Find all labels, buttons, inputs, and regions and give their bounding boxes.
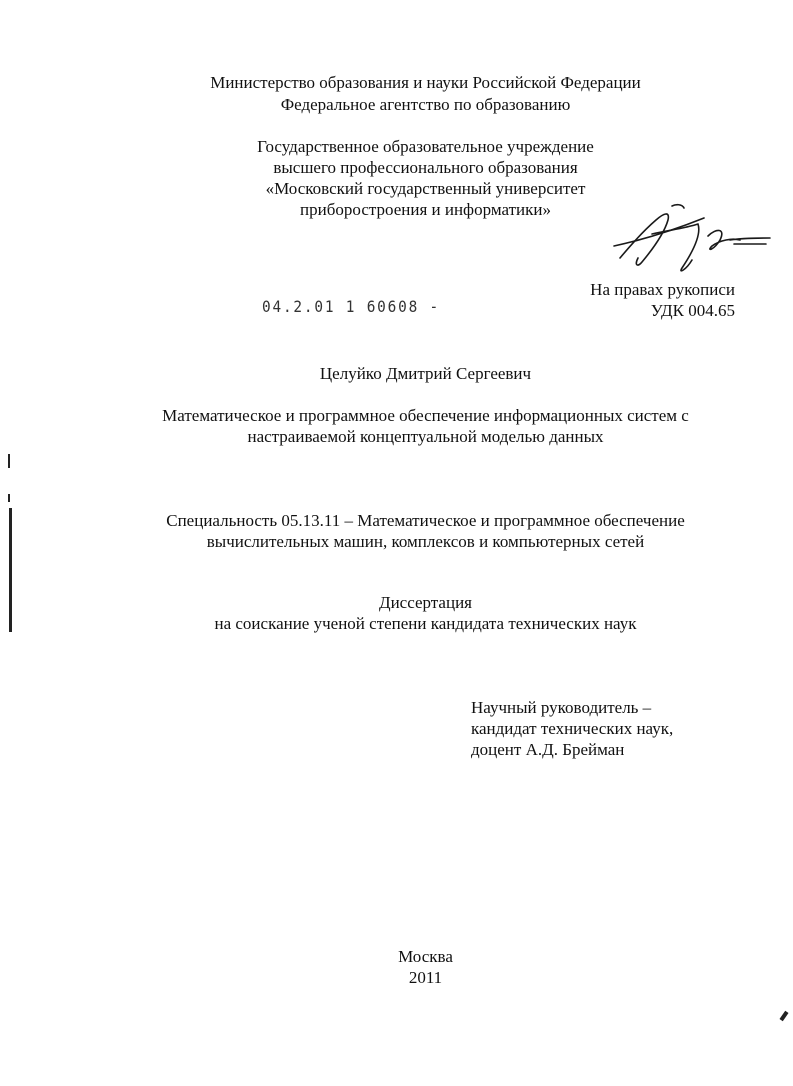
supervisor-line-2: кандидат технических наук, <box>471 719 674 738</box>
specialty-line-2: вычислительных машин, комплексов и компьютерных сетей <box>206 532 645 551</box>
manuscript-rights: На правах рукописи <box>590 280 735 299</box>
institution-line-4: приборостроения и информатики» <box>300 200 551 219</box>
registration-stamp: 04.2.01 1 60608 - <box>262 297 440 316</box>
scan-artifact-1 <box>8 454 10 468</box>
scan-binding-edge <box>9 508 12 632</box>
author-name: Целуйко Дмитрий Сергеевич <box>319 364 532 383</box>
supervisor-line-3: доцент А.Д. Брейман <box>471 740 625 759</box>
handwritten-signature <box>612 200 772 280</box>
scan-artifact-2 <box>8 494 10 502</box>
city: Москва <box>398 947 453 966</box>
institution-line-3: «Московский государственный университет <box>265 179 586 198</box>
ministry-line: Министерство образования и науки Российской Федерации <box>210 73 641 92</box>
scan-artifact-3 <box>779 1011 788 1021</box>
dissertation-title-line-2: настраиваемой концептуальной моделью данных <box>247 427 604 446</box>
specialty-line-1: Специальность 05.13.11 – Математическое и программное обеспечение <box>166 511 685 530</box>
year: 2011 <box>408 968 443 987</box>
supervisor-line-1: Научный руководитель – <box>471 698 652 717</box>
dissertation-title-line-1: Математическое и программное обеспечение информационных систем с <box>162 406 689 425</box>
udc-code: УДК 004.65 <box>650 301 735 320</box>
institution-line-1: Государственное образовательное учреждение <box>257 137 594 156</box>
agency-line: Федеральное агентство по образованию <box>280 95 571 114</box>
institution-line-2: высшего профессионального образования <box>273 158 578 177</box>
degree-line: на соискание ученой степени кандидата технических наук <box>214 614 637 633</box>
dissertation-label: Диссертация <box>378 593 472 612</box>
